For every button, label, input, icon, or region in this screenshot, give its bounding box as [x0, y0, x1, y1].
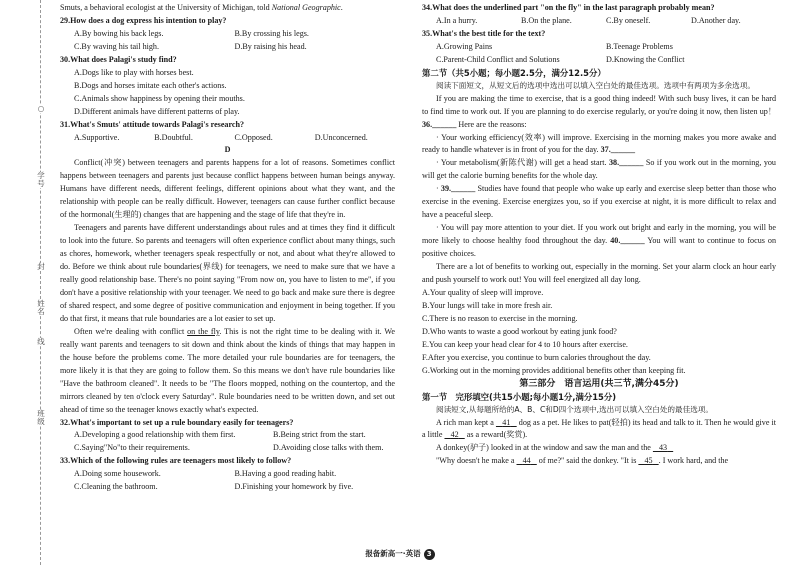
question-35-stem: 35.What's the best title for the text? — [422, 28, 546, 38]
choice-f[interactable]: F.After you exercise, you continue to burn calories throughout the day. — [422, 352, 651, 362]
option-32b[interactable]: B.Being strict from the start. — [273, 430, 366, 440]
option-34d[interactable]: D.Another day. — [691, 15, 741, 25]
option-33b[interactable]: B.Having a good reading habit. — [234, 469, 337, 479]
option-30a[interactable]: A.Dogs like to play with horses best. — [74, 67, 194, 77]
blank-44[interactable]: 44 — [522, 456, 531, 466]
question-34-stem: 34.What does the underlined part "on the fly" in the last paragraph probably mean? — [422, 3, 715, 12]
question-31-options — [60, 132, 395, 145]
seven-choose-five-para-1: If you are making the time to exercise, that is a good thing indeed! With such busy lives, it can be hard to find time to work out. If you are planning to do exercise regularly, or you're doing it now, then listen up！36.______ Here are the reasons: — [422, 93, 776, 129]
option-35b[interactable]: B.Teenage Problems — [606, 41, 673, 51]
blank-41[interactable]: 41 — [502, 417, 511, 427]
option-29a[interactable]: A.By bowing his back legs. — [74, 28, 164, 38]
blank-43[interactable]: 43 — [659, 443, 668, 453]
cloze-section-heading: 第一节 完形填空(共15小题;每小题1分,满分15分) — [422, 391, 617, 402]
cloze-para-1: A rich man kept a 41 dog as a pet. He likes to pat(轻拍) its head and talk to it. Then he would give it a little 42 as a reward(奖赏). — [422, 417, 777, 440]
question-32-options-row2 — [60, 442, 395, 455]
seven-choose-five-para-5: · You will pay more attention to your diet. If you work out bright and early in the morning, you will be more likely to choose healthy food throughout the day. 40.______ You will want to continue to focus on positive choices. — [422, 223, 776, 259]
choice-e[interactable]: E.You can keep your head clear for 4 to 10 hours after exercise. — [422, 339, 628, 349]
blank-40[interactable]: 40.______ — [610, 236, 645, 246]
option-29d[interactable]: D.By raising his head. — [234, 41, 307, 51]
cloze-para-2: A donkey(驴子) looked in at the window and saw the man and the 43 — [422, 442, 776, 455]
option-33d[interactable]: D.Finishing your homework by five. — [234, 482, 354, 492]
page-footer — [0, 548, 800, 560]
blank-42[interactable]: 42 — [450, 430, 459, 440]
left-column — [60, 2, 395, 494]
underlined-on-the-fly: on the fly — [187, 326, 220, 336]
passage-d-paragraph-1: Conflict(冲突) between teenagers and parents happens for a lot of reasons. Sometimes conflict happens between teenagers and parents just because conflict happens between human beings anyway. Humans have different needs, different feelings, different opinions about what they want, and the relationship with people can be really difficult. However, teenagers can cause further conflict because of the hormonal(生理的) changes that are happening and the stage of life that they're in. — [60, 158, 395, 220]
binding-dashed-line — [40, 0, 41, 565]
page-number: 3 — [424, 549, 435, 560]
option-32d[interactable]: D.Avoiding close talks with them. — [273, 443, 384, 453]
option-29b[interactable]: B.By crossing his legs. — [234, 28, 309, 38]
choice-a[interactable]: A.Your quality of sleep will improve. — [422, 287, 544, 297]
choice-d[interactable]: D.Who wants to waste a good workout by eating junk food? — [422, 326, 617, 336]
part-3-heading: 第三部分 语言运用(共三节,满分45分) — [519, 378, 679, 389]
question-34-options — [422, 15, 776, 28]
choice-c[interactable]: C.There is no reason to exercise in the morning. — [422, 313, 578, 323]
question-33-stem: 33.Which of the following rules are teenagers most likely to follow? — [60, 456, 292, 466]
question-35-options — [422, 41, 776, 54]
question-32-stem: 32.What's important to set up a rule boundary easily for teenagers? — [60, 417, 294, 427]
question-30-stem: 30.What does Palagi's study find? — [60, 54, 177, 64]
passage-letter: D — [224, 145, 231, 155]
seven-choose-five-para-4: · 39.______ Studies have found that people who wake up early and exercise sleep better than those who exercise in the evening. Exercise energizes you, so if you exercise at night, it is more difficult to relax and have a peaceful sleep. — [422, 184, 777, 220]
seven-choose-five-para-2: · Your working efficiency(效率) will improve. Exercising in the morning makes you more awake and ready to handle whatever is in front of you for the day. 37.______ — [422, 132, 776, 155]
blank-38[interactable]: 38.______ — [609, 158, 644, 168]
option-34c[interactable]: C.By oneself. — [606, 15, 651, 25]
right-column — [422, 2, 776, 468]
question-33-options-row2 — [60, 481, 395, 494]
passage-d-paragraph-3: Often we're dealing with conflict on the fly. This is not the right time to be dealing with it. We really want parents and teenagers to sit down and think about the kinds of things that may happen in the house before the problems come. The more detailed your rule boundaries are for teenagers, the more likely it is that they are going to follow them. So this means we don't have rule boundaries like "Have the bathroom cleaned". It needs to be "The floors mopped, nothing on the countertop, and the mirrors cleaned by ten o'clock every Saturday". Rule boundaries need to be written down, and set out ahead of time so the teenager knows exactly what's expected. — [60, 326, 396, 414]
option-34b[interactable]: B.On the plane. — [521, 15, 572, 25]
option-34a[interactable]: A.In a hurry. — [436, 15, 478, 25]
option-35c[interactable]: C.Parent-Child Conflict and Solutions — [436, 54, 560, 64]
binding-label-student-id: 学号 — [34, 172, 48, 188]
option-32a[interactable]: A.Developing a good relationship with them first. — [74, 430, 236, 440]
option-31a[interactable]: A.Supportive. — [74, 132, 120, 142]
binding-label-seal: 封 — [34, 263, 48, 271]
intro-line: Smuts, a behavioral ecologist at the University of Michigan, told National Geographic. — [60, 3, 343, 12]
choice-b[interactable]: B.Your lungs will take in more fresh air. — [422, 300, 553, 310]
option-35d[interactable]: D.Knowing the Conflict — [606, 54, 685, 64]
cloze-instructions: 阅读短文,从每题所给的A、B、C和D四个选项中,选出可以填入空白处的最佳选项。 — [436, 404, 713, 414]
binding-label-line: 线 — [34, 338, 48, 346]
option-31d[interactable]: D.Unconcerned. — [314, 132, 368, 142]
cloze-para-3: "Why doesn't he make a 44 of me?" said the donkey. "It is 45 . I work hard, and the — [436, 456, 729, 466]
question-29-stem: 29.How does a dog express his intention to play? — [60, 15, 227, 25]
option-33c[interactable]: C.Cleaning the bathroom. — [74, 482, 158, 492]
option-30c[interactable]: C.Animals show happiness by opening their mouths. — [74, 93, 245, 103]
blank-39[interactable]: 39.______ — [440, 184, 476, 194]
option-31c[interactable]: C.Opposed. — [234, 132, 273, 142]
seven-choose-five-para-3: · Your metabolism(新陈代谢) will get a head start. 38.______ So if you work out in the morning, you will get the calorie burning benefits for the whole day. — [422, 158, 776, 181]
option-30b[interactable]: B.Dogs and horses imitate each other's actions. — [74, 80, 227, 90]
question-29-options — [60, 28, 395, 41]
binding-label-class: 班级 — [34, 410, 48, 426]
blank-45[interactable]: 45 — [644, 456, 653, 466]
question-33-options — [60, 468, 395, 481]
option-31b[interactable]: B.Doubtful. — [154, 132, 193, 142]
binding-margin — [30, 0, 52, 565]
blank-37[interactable]: 37.______ — [600, 145, 636, 155]
option-33a[interactable]: A.Doing some housework. — [74, 469, 161, 479]
question-31-stem: 31.What's Smuts' attitude towards Palagi's research? — [60, 119, 245, 129]
question-35-options-row2 — [422, 54, 776, 67]
binding-label-mark: ○ — [34, 105, 48, 113]
option-32c[interactable]: C.Saying"No"to their requirements. — [74, 443, 190, 453]
option-29c[interactable]: C.By waving his tail high. — [74, 41, 159, 51]
blank-36[interactable]: 36.______ — [422, 119, 457, 129]
passage-d-paragraph-2: Teenagers and parents have different understandings about rules and at times they find it difficult to look into the future. So parents and teenagers will often experience conflict about many things, such as chores, homework, whether teenagers speak respectfully or not, and about what they're allowed to do. Before we think about rule boundaries(界线) for teenagers, we need to make sure that we have a really good relationship base. There's no point saying "From now on, you have to listen to me", if you don't have a positive relationship with your teenager. We need to go back and make sure there is degree of shared respect, and some degree of positive communication and enjoyment in being together. If you do that first, it means that rule boundaries are a lot easier to set up. — [60, 223, 395, 323]
option-30d[interactable]: D.Different animals have different patterns of play. — [74, 106, 240, 116]
seven-choose-five-para-6: There are a lot of benefits to working out, especially in the morning. Set your alarm clock an hour early and push yourself to work out! You will feel energized all day long. — [422, 262, 776, 285]
footer-text: 报备新高一·英语 — [365, 549, 421, 558]
choice-g[interactable]: G.Working out in the morning provides additional benefits other than keeping fit. — [422, 365, 686, 375]
binding-label-name: 姓名 — [34, 300, 48, 316]
section-2-instructions: 阅读下面短文，从短文后的选项中选出可以填入空白处的最佳选项。选项中有两项为多余选项。 — [436, 80, 755, 90]
question-32-options — [60, 429, 395, 442]
section-2-heading: 第二节（共5小题；每小题2.5分，满分12.5分） — [422, 67, 606, 78]
question-29-options-row2 — [60, 41, 395, 54]
option-35a[interactable]: A.Growing Pains — [436, 41, 493, 51]
